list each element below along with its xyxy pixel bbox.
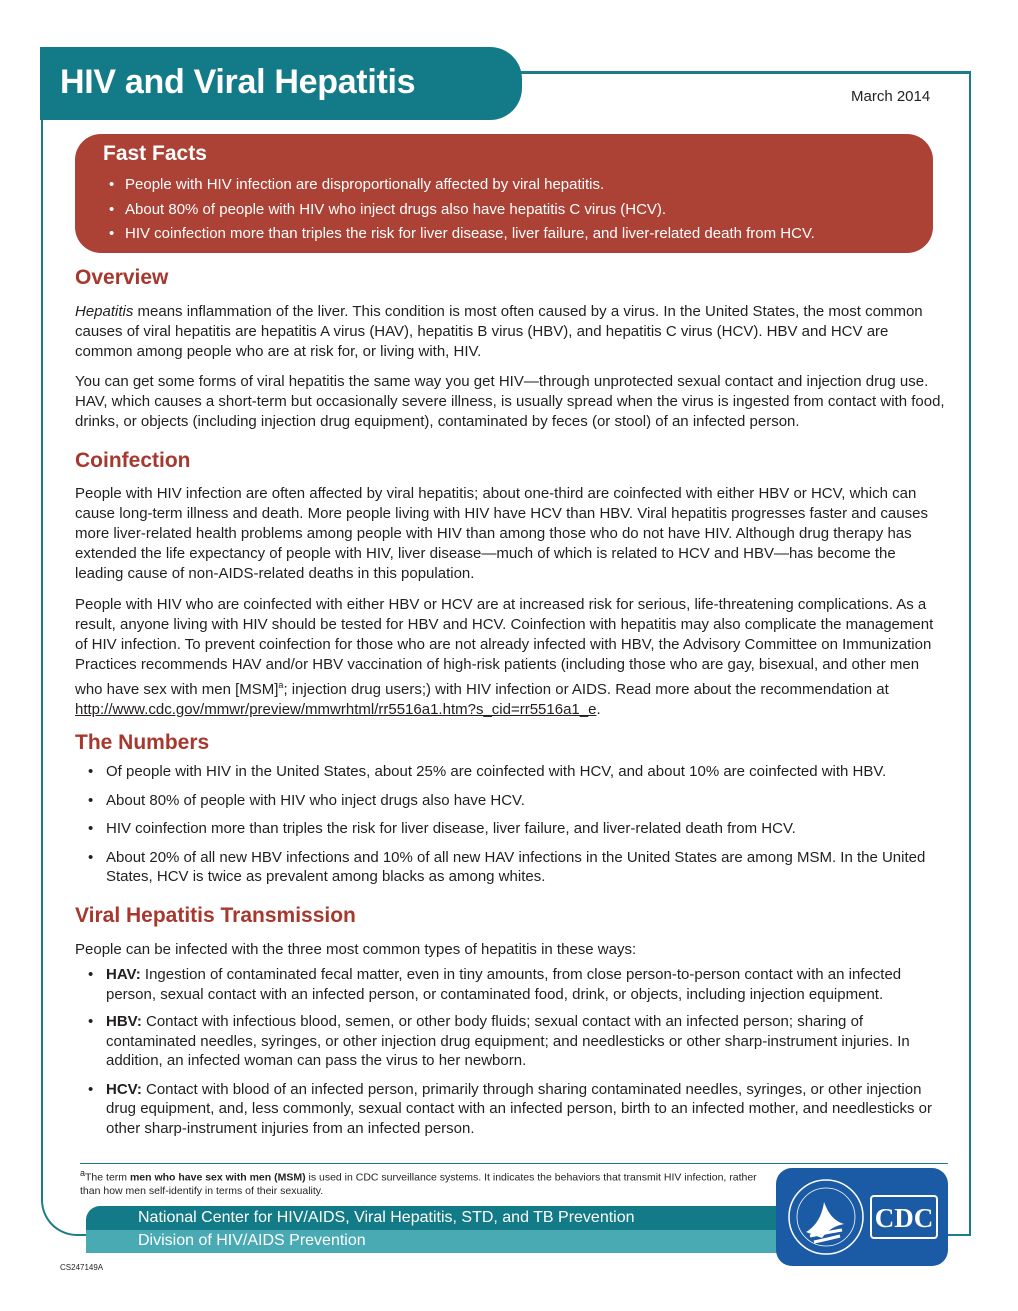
footnote-marker: a <box>278 680 284 690</box>
footnote-term: men who have sex with men (MSM) <box>129 1171 306 1184</box>
title-banner <box>40 47 522 120</box>
overview-paragraph-2: You can get some forms of viral hepatitis the same way you get HIV—through unprotected sexual contact and injection drug use. HAV, which causes a short-term but occasionally severe illness, is usually spread when the virus is ingested from contact with food, drinks, or objects (including injection drug equipment), contaminated by feces (or stool) of an infected person. <box>75 373 945 430</box>
coinfection-paragraph-1: People with HIV infection are often affected by viral hepatitis; about one-third are coinfected with either HBV or HCV, which can cause long-term illness and death. More people living with HIV have HCV than HBV. Viral hepatitis progresses faster and causes more liver-related health problems among people with HIV than among those who do not have HIV. Although drug therapy has extended the life expectancy of people with HIV, liver disease—much of which is related to HCV and HBV—has become the leading cause of non-AIDS-related deaths in this population. <box>75 485 928 582</box>
fast-fact-item: • About 80% of people with HIV who inject drugs also have hepatitis C virus (HCV). <box>109 198 815 223</box>
hbv-label: HBV: <box>106 1013 142 1030</box>
footnote-text-2: is used in CDC surveillance systems. It indicates the behaviors that transmit HIV infection, rather than how men self-identify in terms of their sexuality. <box>80 1171 757 1197</box>
transmission-heading: Viral Hepatitis Transmission <box>75 904 356 927</box>
coinfection-p2-text-2: ; injection drug users;) with HIV infection or AIDS. Read more about the recommendation at <box>283 681 889 698</box>
numbers-item: • HIV coinfection more than triples the risk for liver disease, liver failure, and liver-related death from HCV. <box>87 819 949 839</box>
cdc-logo-box <box>776 1168 948 1266</box>
publication-date: March 2014 <box>851 88 931 105</box>
hav-text: Ingestion of contaminated fecal matter, even in tiny amounts, from close person-to-person contact with an infected person, sexual contact with an infected person, or contaminated food, drink, or objects, including injection equipment. <box>106 966 902 1003</box>
hcv-label: HCV: <box>106 1080 142 1098</box>
transmission-intro: People can be infected with the three most common types of hepatitis in these ways: <box>75 941 637 958</box>
fast-facts-box <box>75 134 933 253</box>
numbers-item: • About 80% of people with HIV who inject drugs also have HCV. <box>87 791 949 811</box>
hhs-eagle-seal-icon <box>786 1176 866 1258</box>
coinfection-paragraph-2 <box>75 595 947 720</box>
overview-paragraph-1 <box>75 302 947 362</box>
footnote <box>80 1167 780 1198</box>
overview-p1-text: means inflammation of the liver. This condition is most often caused by a virus. In the United States, the most common causes of viral hepatitis are hepatitis A virus (HAV), hepatitis B virus (HBV), and hepatitis C virus (HCV). HBV and HCV are common among people who are at risk for, or living with, HIV. <box>75 303 923 360</box>
fast-facts-heading: Fast Facts <box>103 142 207 165</box>
numbers-item: • Of people with HIV in the United States, about 25% are coinfected with HCV, and about 10% are coinfected with HBV. <box>87 762 949 782</box>
fast-fact-item: • HIV coinfection more than triples the risk for liver disease, liver failure, and liver-related death from HCV. <box>109 222 815 247</box>
cdc-logo-text: CDC <box>874 1203 934 1233</box>
footnote-rule <box>80 1163 948 1164</box>
numbers-heading: The Numbers <box>75 731 210 754</box>
document-title: HIV and Viral Hepatitis <box>60 63 416 101</box>
transmission-item-hbv <box>87 1012 949 1071</box>
transmission-item-hav <box>87 965 949 1004</box>
document-code: CS247149A <box>60 1263 104 1272</box>
cdc-logo-icon <box>870 1195 938 1239</box>
transmission-list <box>87 965 949 1138</box>
coinfection-p2-end: . <box>596 701 601 718</box>
numbers-item: • About 20% of all new HBV infections and 10% of all new HAV infections in the United States are among MSM. In the United States, HCV is twice as prevalent among blacks as among whites. <box>87 848 949 887</box>
hepatitis-term: Hepatitis <box>75 303 134 320</box>
fast-fact-item: • People with HIV infection are disproportionally affected by viral hepatitis. <box>109 173 815 198</box>
hav-label: HAV: <box>106 966 141 983</box>
hbv-text: Contact with infectious blood, semen, or other body fluids; sexual contact with an infected person; sharing of contaminated needles, syringes, or other injection drug equipment; and needlesticks or other sharp-instrument injuries. In addition, an infected woman can pass the virus to her newborn. <box>106 1013 910 1069</box>
footnote-superscript: a <box>80 1168 86 1178</box>
mmwr-recommendation-link[interactable]: http://www.cdc.gov/mmwr/preview/mmwrhtml/rr5516a1.htm?s_cid=rr5516a1_e <box>75 701 597 718</box>
overview-heading: Overview <box>75 266 169 289</box>
center-name-band <box>86 1206 780 1230</box>
numbers-list <box>87 762 949 887</box>
footnote-text: The term <box>85 1171 130 1184</box>
transmission-item-hcv <box>87 1080 949 1139</box>
division-band <box>86 1230 780 1253</box>
division-name: Division of HIV/AIDS Prevention <box>138 1232 366 1249</box>
hcv-text: Contact with blood of an infected person, primarily through sharing contaminated needles, syringes, or other injection drug equipment, and, less commonly, sexual contact with an infected person, birth to an infected mother, and needlesticks or other sharp-instrument injuries from an infected person. <box>106 1080 933 1137</box>
coinfection-heading: Coinfection <box>75 449 191 472</box>
fast-facts-list <box>109 173 815 247</box>
coinfection-p2-text: People with HIV who are coinfected with either HBV or HCV are at increased risk for serious, life-threatening complications. As a result, anyone living with HIV should be tested for HBV and HCV. Coinfection with hepatitis may also complicate the management of HIV infection. To prevent coinfection for those who are not already infected with HBV, the Advisory Committee on Immunization Practices recommends HAV and/or HBV vaccination of high-risk patients (including those who are gay, bisexual, and other men who have sex with men [MSM] <box>75 596 934 698</box>
center-name: National Center for HIV/AIDS, Viral Hepatitis, STD, and TB Prevention <box>138 1209 635 1226</box>
